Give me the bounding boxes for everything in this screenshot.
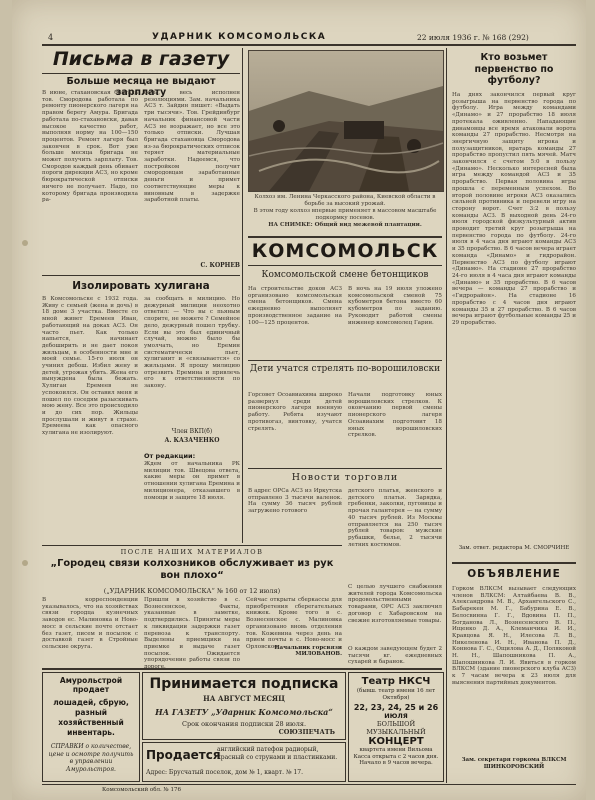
article-kolkhoz-col3: Сейчас открыты сберкассы для приобретения сберегательных книжек. Кроме того в с. Вознесенское с. Малиновка организовано вновь отделения тов. Кожевина через день на прием почты в с. Ново-мосс и Орловское. xyxy=(246,597,342,650)
editorial-note: Ждем от начальника РК милиции тов. Швецова ответа, какие меры он примет в отношении хулигана Еремина и милиционера, отказавшего в помощи и защите 18 июля. xyxy=(144,461,240,501)
photo-image xyxy=(249,51,443,191)
photo-kolkhoz xyxy=(248,50,444,192)
rule xyxy=(452,562,576,564)
ad-theatre-big: БОЛЬШОЙ xyxy=(376,720,416,728)
article-kolkhoz-col1: В корреспонденции указывалось, что на хозяйствах связи городца кузнечных заводов ес. Малиновка и Ново-мосс в сельские почте отстает без газет, писем и посылок с доставкой газет в Стройные сельские округа. xyxy=(42,597,138,650)
rule xyxy=(248,468,442,469)
masthead-date: 22 июля 1936 г. № 168 (292) xyxy=(417,33,529,42)
ad-amurolstroy xyxy=(42,672,140,782)
notice-title: ОБЪЯВЛЕНИЕ xyxy=(467,568,561,580)
article-trade-col2: детского платья, женского и детского платья. Зарядка, гребенки, заколки, пуговицы и прочая галантерея — на сумму 40 тысяч рублей. Из Москвы отправляется на 250 тысяч рублей товаров: мужские рубашки, белье, 2 тысячи летних костюмов. xyxy=(348,488,442,548)
article-shooting-col2: Начали подготовку юных ворошиловских стрелков. К окончанию первой смены пионерского лагеря Осоавиахим подготовит 18 юных ворошиловских стрелков. xyxy=(348,392,442,439)
section-after-materials: ПОСЛЕ НАШИХ МАТЕРИАЛОВ xyxy=(120,548,264,556)
headline-concrete: Комсомольской смене бетонщиков xyxy=(261,270,429,280)
ad-subscription xyxy=(142,672,346,740)
ad-for-sale-address: Адрес: Брусчатый поселок, дом № 1, кварт. № 17. xyxy=(146,769,304,776)
column-rule xyxy=(242,48,243,543)
newspaper-page xyxy=(12,0,586,800)
ad-theatre-dates: 22, 23, 24, 25 и 26 xyxy=(353,703,439,712)
ad-theatre-kassa: Касса открыта с 2 часов дня. xyxy=(353,753,439,760)
headline-editorial: От редакции: xyxy=(144,452,196,460)
ad-theatre-sub: (бывш. театр имени 16 лет Октября) xyxy=(356,688,436,701)
headline-hooligan: Изолировать хулигана xyxy=(72,280,210,292)
headline-trade: Новости торговли xyxy=(291,472,399,483)
photo-caption-3: НА СНИМКЕ: Общий вид межевой плантации. xyxy=(268,222,422,228)
ad-theatre-music: МУЗЫКАЛЬНЫЙ xyxy=(366,728,426,736)
notice-signature: Зам. секретаря горкома ВЛКСМ ШИНКОРОВСКИЙ xyxy=(461,757,567,770)
column-rule xyxy=(446,48,447,783)
ad-subscription-month: НА АВГУСТ МЕСЯЦ xyxy=(203,694,285,703)
notice-text: Горком ВЛКСМ вызывает следующих членов ВЛКСМ: Алтайбаева В. В., Александрова М. В., Архангельского С., Бабарекен М. Г., Бабурина Е. В., Белосвинна Г. Г., Вдовина П. П., Богданова Л., Вознесенского В. П., Ищенко Д. А., Клеманчика И. И., Кравцова Я. Н., Илесова Л. В., Никеленова И. Н., Иванова П. Д., Коннова Г. С., Ощилова А. Д., Поляковой Н. Н., Шапошникова П. А., Шапошникова Л. И. Явиться в горком ВЛКСМ (здание пионерского клуба АСЗ) к 7 часам вечера к 23 июля для выяснения партийных документов. xyxy=(452,586,576,686)
ad-subscription-deadline: Срок окончания подписки 28 июля. xyxy=(181,720,307,728)
masthead-title: УДАРНИК КОМСОМОЛЬСКА xyxy=(152,32,327,42)
photo-caption-1: Колхоз им. Ленина Черкасского района, Киевской области в борьбе за высокий урожай. xyxy=(254,194,436,207)
article-shooting-col1: Горсовет Осоавиахима широко развернул среди детей пионерского лагеря военную работу. Ребята изучают противогаз, винтовку, учатся стрелять. xyxy=(248,392,342,432)
headline-salary: Больше месяца не выдают зарплату xyxy=(66,76,216,98)
ad-headline: Амурольстрой продает xyxy=(59,676,123,694)
binding-hole xyxy=(22,560,28,566)
masthead-rule xyxy=(42,44,576,46)
rule xyxy=(42,545,342,546)
ad-for-sale-title: Продается xyxy=(146,748,221,762)
ad-subscription-sign: СОЮЗПЕЧАТЬ xyxy=(278,728,335,736)
article-supply-col2: О каждом заведующем будет 2 тысячи кг. ежедневных сухарей и баранок. xyxy=(348,646,442,666)
headline-football: Кто возьмет первенство по футболу? xyxy=(474,52,554,86)
section-title-letters: Письма в газету xyxy=(52,48,230,70)
headline-kolkhoz-link: „Городец связи колхозников обслуживает из рук вон плохо“ xyxy=(50,558,334,581)
footer-rule xyxy=(42,784,576,785)
section-title-komsomolsk: КОМСОМОЛЬСК xyxy=(251,240,439,262)
ad-theatre-month: ИЮЛЯ xyxy=(384,712,408,720)
headline-shooting: Дети учатся стрелять по-ворошиловски xyxy=(249,364,441,374)
ad-items: лошадей, сбрую, разный хозяйственный инвентарь. xyxy=(53,698,129,737)
rule xyxy=(248,236,442,238)
article-trade-col1: В адрес ОРСа АСЗ из Иркутска отправлено 3 тысячи валенок. На сумму 36 тысяч рублей загружено готового xyxy=(248,488,342,515)
ad-for-sale xyxy=(142,742,346,782)
ad-theatre xyxy=(348,672,444,782)
ad-for-sale-text: английский патефон радиорый, красный со струнами и пластинками. xyxy=(217,746,338,761)
ad-subscription-title: Принимается подписка xyxy=(149,676,339,692)
article-hooligan-col1: В Комсомольске с 1932 года. Живу с семьей (жена и дочь) в 18 доме 3 участка. Вместе со мной живет Еремеев Иван, работающий на доках АСЗ. Он часто пьет. Как только напьется, начинает дебоширить и не дает покоя жильцам, в особенности мне и моей семье. 15-го июля он учинил дебош. Избил жену и детей, угрожая убить. Жена его вынуждена была бежать. Хулиган Еремеев не успокоился. Он оставил меня и пошел по соседям разыскивать мою жену. Все это происходило и до сих пор. Жильцы прослушали и живут в страхе. Еремеева как опасного хулигана не изолируют. xyxy=(42,296,138,437)
article-salary-col1: В июне, стахановская бригада тов. Смородова работала по ремонту пионерского лагеря на правом берегу Амура. Бригада работала по-стахановски, давая высокое качество работ, выполняя норму на 100—150 процентов. Ремонт лагеря был закончен в срок. Вот уже больше месяца бригада не может получить зарплату. Тов. Смородов каждый день обивает пороги дирекции АСЗ, но кроме бюрократической отписки ничего не получает. Надо, по которому бригада производила ра- xyxy=(42,90,138,204)
article-football: На днях закончился первый круг розыгрыша на первенство города по футболу. Игра между командами «Динамо» и 27 прорабство 18 июля протекала оживленно. Нападающие динамовцы все время атаковали ворота команды 27 прорабство. Несмотря на энергичную защиту игрока и полузащитников, вратарь команды 27 прорабство пропустил пять мячей. Матч закончился с счетом 5:0 в пользу «Динамо». Несколько интересней была игра между командой АСЗ и 35 прорабство. Первая половина игры прошла с переменным успехом. Во второй половине игроки АСЗ оказались сильней противника и перевели игру на сторону ворот. Счет 3:2 в пользу команды АСЗ. В выходной день 24-го июля городской физкультурный актив проводит третий круг розыгрыша на первенство города по футболу. 24-го июля в 4 часа дня играют команды АСЗ и 35 прорабство. В 6 часов вечера играет команда «Динамо» и гидрорайон. Первенство АСЗ по футболу играют «Динамо». На стадионе 27 прорабство 24-го июля в 4 часа дня играют команды «Динамо» и 35 прорабство. В 6 часов вечера — команды 27 прорабство и «Гидрорайон». На стадионе 16 прорабство с 4 часов дня играют команды 35 и 27 прорабство. В 6 часов вечера играют футбольные команды 25 и 29 прорабство. xyxy=(452,92,576,326)
article-reference: („УДАРНИК КОМСОМОЛЬСКА“ № 160 от 12 июля) xyxy=(103,587,281,595)
party-member: Член ВКП(б) xyxy=(171,428,213,435)
article-salary-col2: боты, весь исполнен резолюциями. Зам. начальника АСЗ т. Зайдин пишет: «Выдать три тысячи». Тов. Грейдинбург начальник финансовой части АСЗ не возражает, но все это только отписки. Лучшая бригада стахановца Смородова из-за бюрократических отписок теряет материальные заработки. Надеемся, что постройком получит смородовцам заработанные деньги и примет соответствующие меры к виновным в задержке заработной платы. xyxy=(144,90,240,204)
rule xyxy=(42,73,240,74)
binding-hole xyxy=(22,240,28,246)
rule xyxy=(248,265,442,266)
article-hooligan-col2: за сообщать в милицию. Но дежурный милиции неохотно ответил: — Что вы с пьяным спорите, не можете ? Семейное дело, дежурный пошел трубку. Если вы это был единичный случай, можно было бы умолчать, но Еремин систематически пьет, хулиганит и «связывается» со жильцами. Я прошу милицию отрезвить Еремина и привлечь его к ответственности по закону. xyxy=(144,296,240,390)
signature: Начальник горсвязи МИЛОВАНОВ. xyxy=(274,645,342,657)
footer-imprint: Комсомольский обл. № 176 xyxy=(102,787,181,793)
ad-theatre-quartet: квартета имени Вильома xyxy=(359,747,433,753)
page-number: 4 xyxy=(48,33,54,42)
editor-signature: Зам. ответ. редактора М. СМОРЧИНЕ xyxy=(458,545,570,551)
signature: С. КОРНЕВ xyxy=(200,262,240,269)
rule xyxy=(42,275,240,276)
ad-info: СПРАВКИ о количестве, цене и осмотре получить в управлении Амурольстроя. xyxy=(48,743,134,773)
article-concrete-col2: В ночь на 19 июля уложено комсомольской сменой 75 кубометров бетона вместо 60 кубометров по заданию. Руководит работой смены инженер комсомолец Гарин. xyxy=(348,286,442,326)
rule xyxy=(248,360,442,361)
ad-subscription-paper: НА ГАЗЕТУ „Ударник Комсомольска“ xyxy=(155,707,333,717)
signature: А. КАЗАЧЕНКО xyxy=(164,437,220,444)
article-supply-col1: С целью лучшего снабжения жителей города Комсомольска продовольственными товарами, ОРС АСЗ заключил договор с Хабаровском на свежие изготовляемые товары. xyxy=(348,584,442,624)
rule xyxy=(42,668,442,670)
ad-theatre-start: Начало в 9 часов вечера. xyxy=(359,760,433,766)
photo-caption-2: В этом году колхоз впервые применяет в массовом масштабе подкормку посевов. xyxy=(253,208,437,221)
article-kolkhoz-col2: Пришли в хозяйство в с. Вознесенское, Факты, указанные в заметке, подтвердились. Приняты меры к ликвидации задержки газет перевоза к транспорту. Выделены приемщики на приемке и выдаче газет посылок. Ожидается упорядочение работы связи по xyxy=(144,597,240,664)
ad-theatre-concert: КОНЦЕРТ xyxy=(368,736,424,747)
ad-theatre-title: Театр НКСЧ xyxy=(361,676,431,687)
article-concrete-col1: На строительстве доков АСЗ организовано комсомольская смена бетонщиков. Смена ежедневно выполняет производственное задание на 100—125 процентов. xyxy=(248,286,342,326)
